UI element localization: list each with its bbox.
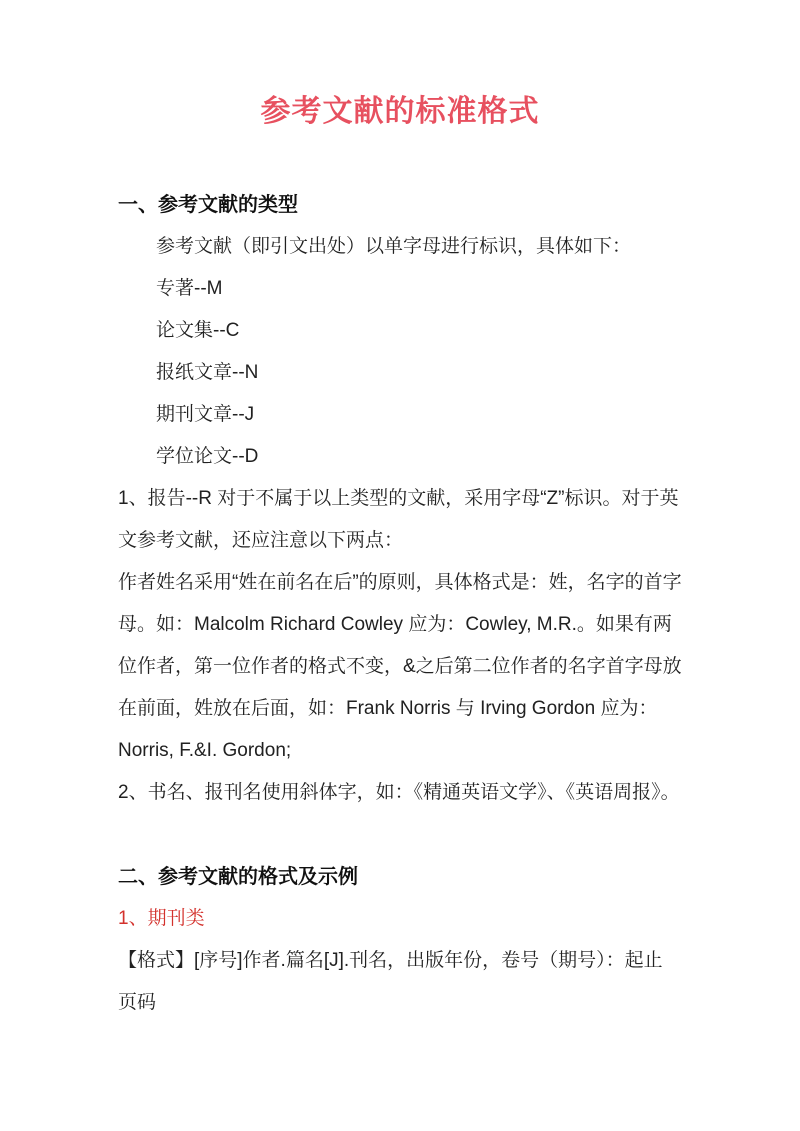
section1-intro: 参考文献（即引文出处）以单字母进行标识，具体如下： [156, 236, 632, 257]
journal-format-line-1: 【格式】[序号]作者.篇名[J].刊名，出版年份，卷号（期号）：起止 [118, 950, 663, 971]
section1-heading: 一、参考文献的类型 [118, 194, 298, 216]
type-item-dissertation: 学位论文--D [156, 446, 259, 467]
type-item-newspaper: 报纸文章--N [156, 362, 259, 383]
journal-format-line-2: 页码 [118, 992, 157, 1013]
section2-subheading-journal: 1、期刊类 [118, 908, 205, 929]
document-body [118, 184, 693, 1024]
page-title: 参考文献的标准格式 [260, 95, 540, 128]
para-author-line-4: 在前面，姓放在后面，如：Frank Norris 与 Irving Gordon 应为： [118, 698, 658, 719]
para-author-line-2: 母。如：Malcolm Richard Cowley 应为：Cowley, M.R.。如果有两 [118, 614, 672, 635]
type-item-monograph: 专著--M [156, 278, 223, 299]
type-item-collection: 论文集--C [156, 320, 240, 341]
para-author-line-3: 位作者，第一位作者的格式不变，&之后第二位作者的名字首字母放 [118, 656, 682, 677]
type-item-journal: 期刊文章--J [156, 404, 255, 425]
para-author-line-1: 作者姓名采用“姓在前名在后”的原则，具体格式是：姓，名字的首字 [118, 572, 682, 593]
para-italic-rule: 2、书名、报刊名使用斜体字，如：《精通英语文学》、《英语周报》。 [118, 782, 680, 803]
para-author-line-5: Norris, F.&I. Gordon; [118, 740, 292, 761]
section2-heading: 二、参考文献的格式及示例 [118, 866, 358, 888]
para-report-line-2: 文参考文献，还应注意以下两点： [118, 530, 404, 551]
para-report-line-1: 1、报告--R 对于不属于以上类型的文献，采用字母“Z”标识。对于英 [118, 488, 679, 509]
